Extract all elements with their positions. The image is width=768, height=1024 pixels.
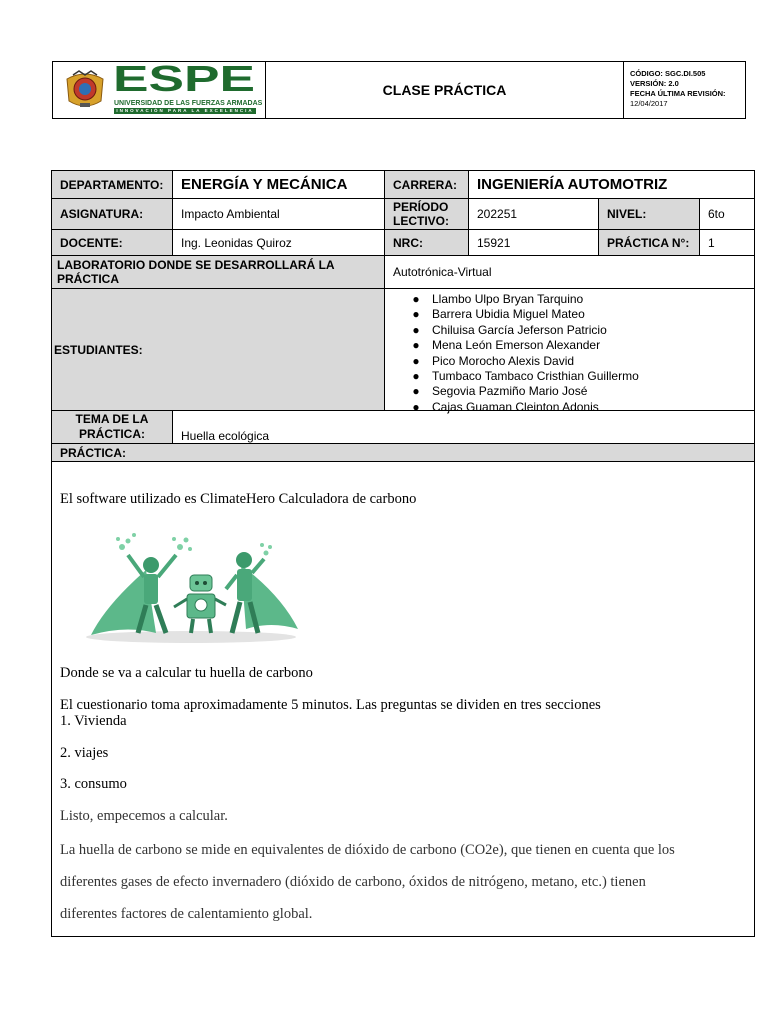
doc-revision-date: 12/04/2017 xyxy=(630,99,668,108)
student-name: Pico Morocho Alexis David xyxy=(432,353,575,368)
lab-value: Autotrónica-Virtual xyxy=(393,265,492,279)
student-item xyxy=(400,323,639,338)
logo-tagline: INNOVACIÓN PARA LA EXCELENCIA xyxy=(114,108,256,114)
teacher-label: DOCENTE: xyxy=(52,230,173,255)
section-item-2: 2. viajes xyxy=(60,745,109,761)
practice-form xyxy=(51,170,755,937)
student-item xyxy=(400,384,639,399)
co2-paragraph-line1: La huella de carbono se mide en equivalentes de dióxido de carbono (CO2e), que tienen en cuenta que los xyxy=(60,842,675,858)
period-value: 202251 xyxy=(469,199,599,229)
student-name: Chiluisa García Jeferson Patricio xyxy=(432,322,607,337)
row-department xyxy=(52,171,754,199)
practice-number-label: PRÁCTICA N°: xyxy=(599,230,700,255)
students-list xyxy=(400,289,639,415)
row-lab xyxy=(52,256,754,289)
row-topic xyxy=(52,411,754,444)
student-item xyxy=(400,338,639,353)
bullet-icon: ● xyxy=(412,399,420,414)
bullet-icon: ● xyxy=(412,292,420,306)
university-seal-icon xyxy=(63,67,107,111)
lab-label: LABORATORIO DONDE SE DESARROLLARÁ LA PRÁCTICA xyxy=(52,256,385,288)
climate-heroes-illustration xyxy=(66,525,316,647)
student-name: Barrera Ubidia Miguel Mateo xyxy=(432,307,585,322)
bullet-icon: ● xyxy=(412,384,420,399)
espe-wordmark xyxy=(113,64,257,92)
document-meta xyxy=(624,62,745,118)
student-name: Mena León Emerson Alexander xyxy=(432,338,601,353)
student-name: Segovia Pazmiño Mario José xyxy=(432,384,588,399)
career-value: INGENIERÍA AUTOMOTRIZ xyxy=(477,176,668,193)
student-item xyxy=(400,369,639,384)
co2-paragraph-line2: diferentes gases de efecto invernadero (dióxido de carbono, óxidos de nitrógeno, metano, etc.) tienen xyxy=(60,874,646,890)
subject-label: ASIGNATURA: xyxy=(52,199,173,229)
level-label: NIVEL: xyxy=(599,199,700,229)
row-subject xyxy=(52,199,754,230)
co2-paragraph-line3: diferentes factores de calentamiento global. xyxy=(60,906,313,922)
students-list-cell xyxy=(385,289,754,414)
section-item-3: 3. consumo xyxy=(60,776,127,792)
dept-value: ENERGÍA Y MECÁNICA xyxy=(173,171,385,198)
svg-text:ESPE: ESPE xyxy=(113,64,255,92)
bullet-icon: ● xyxy=(412,353,420,368)
calc-paragraph: Donde se va a calcular tu huella de carbono xyxy=(60,665,313,681)
bullet-icon: ● xyxy=(412,368,420,383)
document-header xyxy=(52,61,746,119)
doc-revision-label: FECHA ÚLTIMA REVISIÓN: xyxy=(630,89,726,98)
logo-university-name: UNIVERSIDAD DE LAS FUERZAS ARMADAS xyxy=(114,100,263,107)
students-label: ESTUDIANTES: xyxy=(52,289,385,410)
doc-code: CÓDIGO: SGC.DI.505 xyxy=(630,69,706,78)
start-paragraph: Listo, empecemos a calcular. xyxy=(60,808,228,824)
intro-paragraph: El software utilizado es ClimateHero Calculadora de carbono xyxy=(60,491,417,507)
nrc-label: NRC: xyxy=(385,230,469,255)
career-label: CARRERA: xyxy=(385,171,469,198)
section-item-1: 1. Vivienda xyxy=(60,713,127,729)
bullet-icon: ● xyxy=(412,322,420,337)
espe-logo xyxy=(53,62,266,118)
row-teacher xyxy=(52,230,754,256)
student-item xyxy=(400,292,639,307)
doc-version: VERSIÓN: 2.0 xyxy=(630,79,679,88)
bullet-icon: ● xyxy=(412,307,420,322)
student-item xyxy=(400,354,639,369)
nrc-value: 15921 xyxy=(469,230,599,255)
period-label: PERÍODO LECTIVO: xyxy=(385,199,469,229)
topic-label: TEMA DE LA PRÁCTICA: xyxy=(52,411,173,443)
row-students xyxy=(52,289,754,414)
dept-label: DEPARTAMENTO: xyxy=(52,171,173,198)
topic-value: Huella ecológica xyxy=(181,429,270,443)
row-practice-header xyxy=(52,444,754,462)
student-name: Cajas Guaman Cleinton Adonis xyxy=(432,399,599,414)
bullet-icon: ● xyxy=(412,338,420,353)
student-name: Tumbaco Tambaco Cristhian Guillermo xyxy=(432,368,639,383)
level-value: 6to xyxy=(708,207,725,221)
practice-label: PRÁCTICA: xyxy=(52,444,754,461)
practice-number-value: 1 xyxy=(708,235,715,250)
teacher-value: Ing. Leonidas Quiroz xyxy=(173,230,385,255)
subject-value: Impacto Ambiental xyxy=(173,199,385,229)
document-title: CLASE PRÁCTICA xyxy=(266,62,624,118)
student-name: Llambo Ulpo Bryan Tarquino xyxy=(432,292,584,306)
questionnaire-paragraph: El cuestionario toma aproximadamente 5 minutos. Las preguntas se dividen en tres secciones xyxy=(60,697,601,713)
student-item xyxy=(400,307,639,322)
